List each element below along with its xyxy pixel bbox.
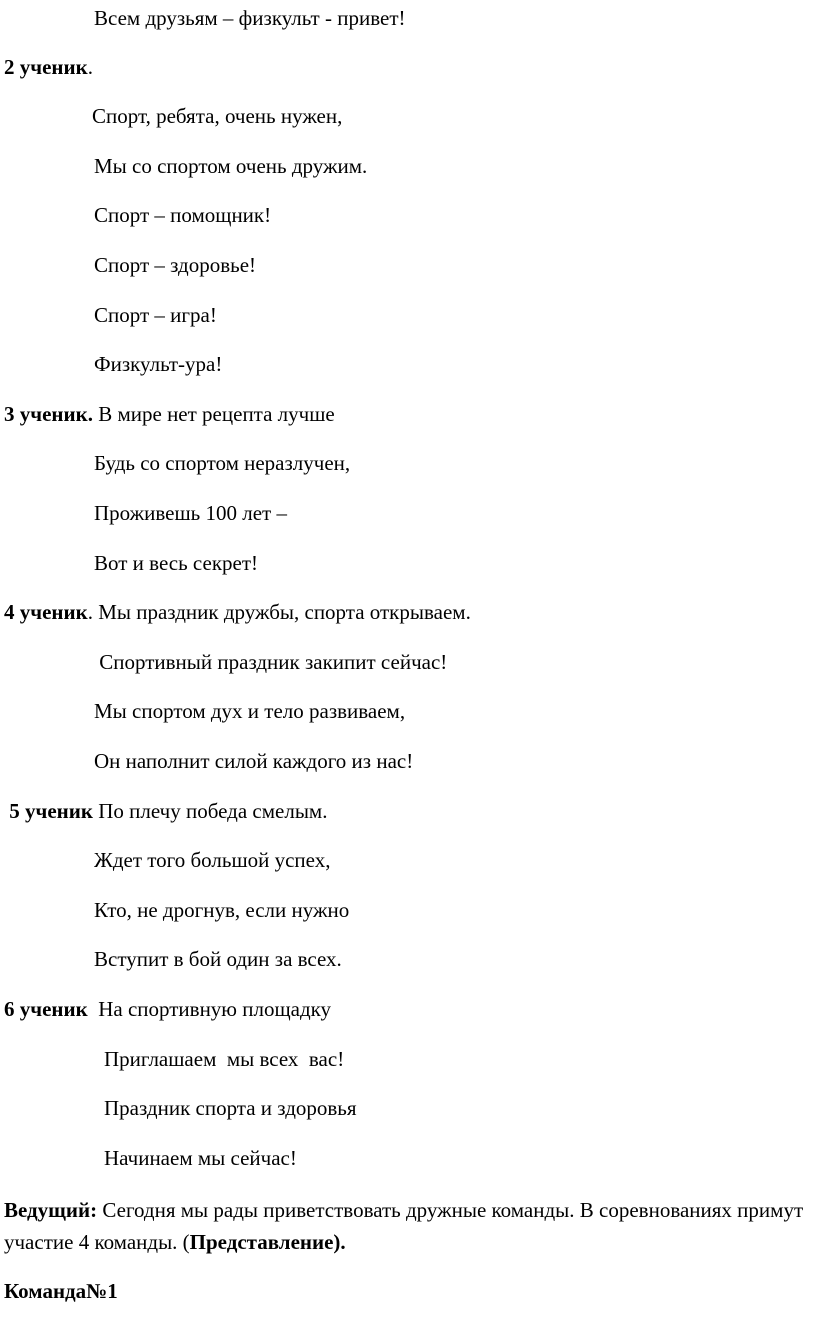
speaker-line [4,799,327,823]
verse-line: Праздник спорта и здоровья [104,1096,357,1120]
verse-line: Спорт, ребята, очень нужен, [92,104,343,128]
verse-line: Спорт – помощник! [94,203,272,227]
verse-line: Спорт – здоровье! [94,253,257,277]
speaker-line [4,402,335,426]
verse-text: . Мы праздник дружбы, спорта открываем. [87,600,471,624]
verse-line: Кто, не дрогнув, если нужно [94,898,350,922]
speaker-line [4,55,93,79]
host-bold-text: Представление). [189,1230,346,1254]
verse-line: Всем друзьям – физкульт - привет! [94,6,406,30]
speaker-line [4,997,331,1021]
host-paragraph [4,1194,804,1258]
speaker-label: 2 ученик [4,55,88,79]
verse-line: Он наполнит силой каждого из нас! [94,749,414,773]
speaker-line [4,600,471,624]
verse-text: По плечу победа смелым. [92,799,328,823]
verse-line: Начинаем мы сейчас! [104,1146,297,1170]
verse-line: Ждет того большой успех, [94,848,331,872]
verse-line: Вступит в бой один за всех. [94,947,342,971]
verse-line: Мы спортом дух и тело развиваем, [94,699,406,723]
verse-text: На спортивную площадку [87,997,332,1021]
verse-line: Физкульт-ура! [94,352,223,376]
speaker-label: 6 ученик [4,997,88,1021]
host-text: Сегодня мы рады приветствовать дружные команды. В соревнованиях примут участие 4 команды. ( [4,1198,804,1254]
verse-line: Спортивный праздник закипит сейчас! [94,650,448,674]
verse-line: Будь со спортом неразлучен, [94,451,351,475]
verse-line: Спорт – игра! [94,303,217,327]
speaker-label: Ведущий: [4,1198,98,1222]
verse-text: В мире нет рецепта лучше [92,402,335,426]
verse-line: Мы со спортом очень дружим. [94,154,368,178]
speaker-label: 4 ученик [4,600,88,624]
team-heading: Команда№1 [4,1279,118,1303]
verse-text: . [87,55,93,79]
speaker-label: 5 ученик [4,799,93,823]
verse-line: Приглашаем мы всех вас! [104,1047,345,1071]
verse-line: Вот и весь секрет! [94,551,259,575]
speaker-label: 3 ученик. [4,402,93,426]
verse-line: Проживешь 100 лет – [94,501,287,525]
